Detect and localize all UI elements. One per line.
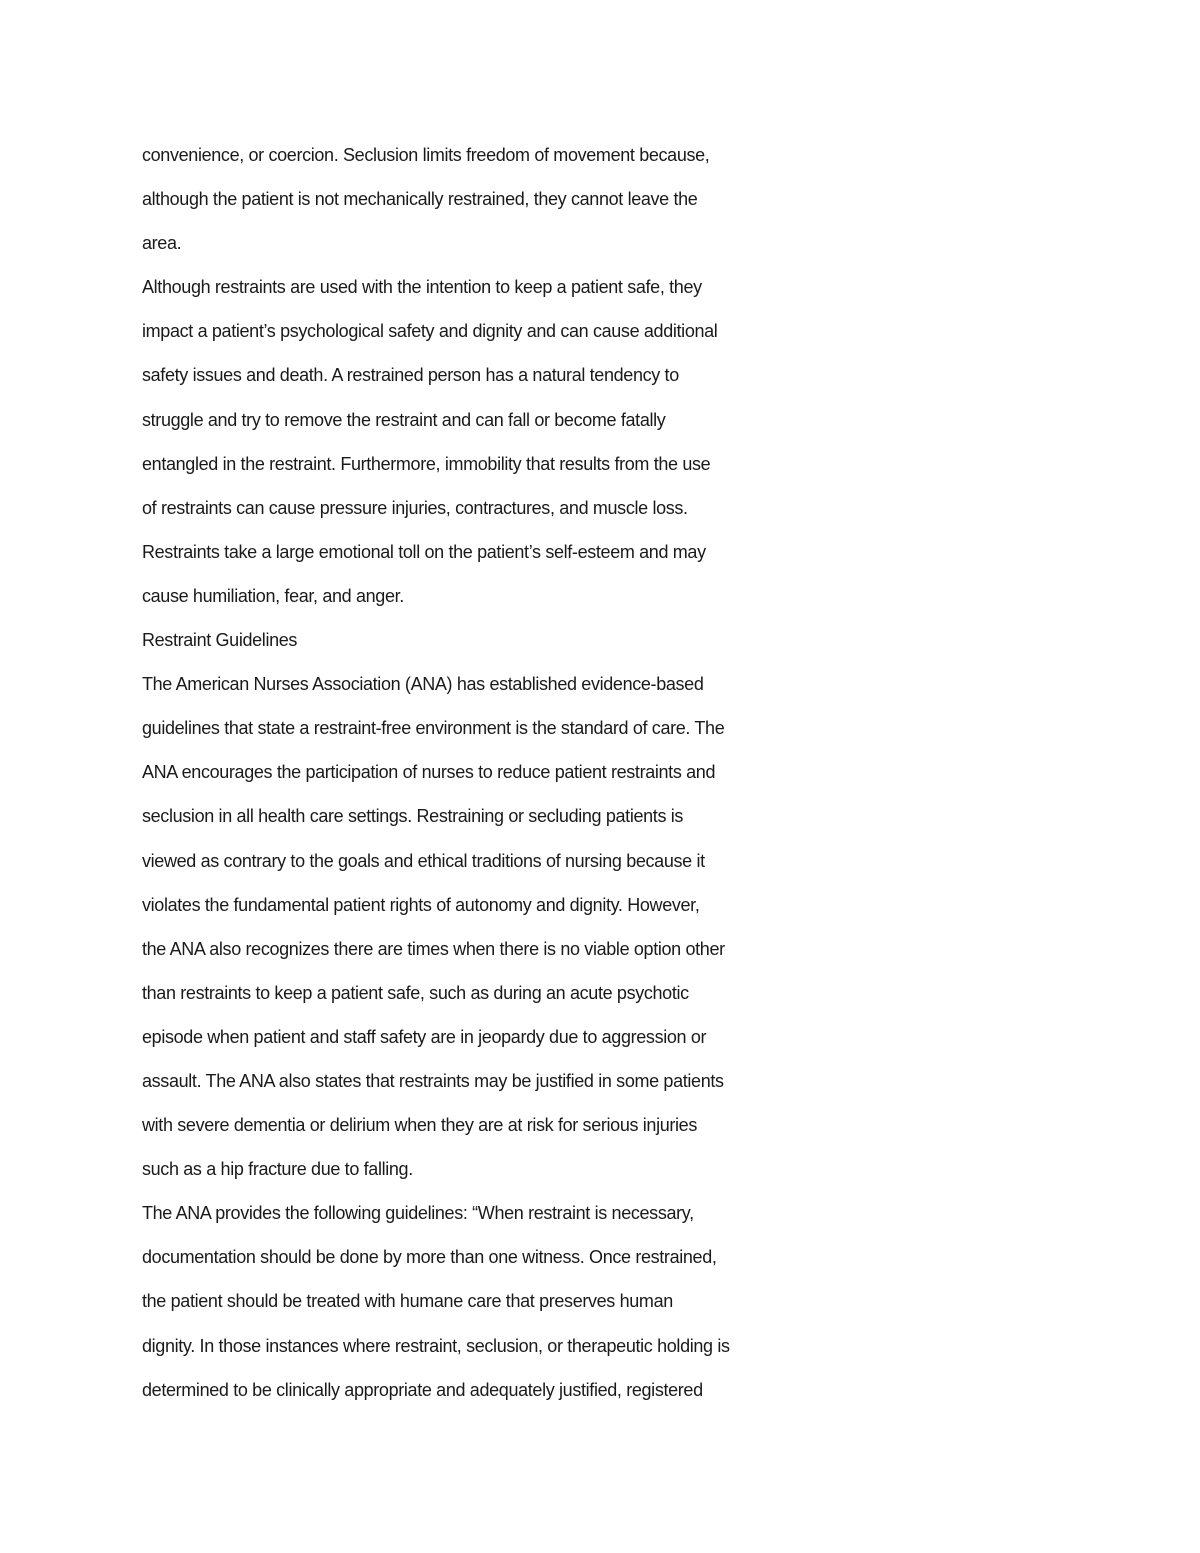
text-line: violates the fundamental patient rights of autonomy and dignity. However, — [142, 894, 700, 915]
section-heading: Restraint Guidelines — [142, 630, 298, 651]
document-body — [142, 133, 842, 1412]
text-line: the ANA also recognizes there are times when there is no viable option other — [142, 938, 725, 959]
text-line: such as a hip fracture due to falling. — [142, 1159, 413, 1180]
text-line: although the patient is not mechanically restrained, they cannot leave the — [142, 189, 698, 210]
text-line: assault. The ANA also states that restraints may be justified in some patients — [142, 1070, 724, 1091]
text-line: the patient should be treated with humane care that preserves human — [142, 1291, 673, 1312]
text-line: documentation should be done by more than one witness. Once restrained, — [142, 1247, 717, 1268]
text-line: determined to be clinically appropriate and adequately justified, registered — [142, 1379, 703, 1400]
text-line: cause humiliation, fear, and anger. — [142, 585, 404, 606]
text-line: guidelines that state a restraint-free environment is the standard of care. The — [142, 718, 725, 739]
text-line: than restraints to keep a patient safe, such as during an acute psychotic — [142, 982, 689, 1003]
text-line: Although restraints are used with the intention to keep a patient safe, they — [142, 277, 702, 298]
text-line: safety issues and death. A restrained person has a natural tendency to — [142, 365, 679, 386]
text-line: convenience, or coercion. Seclusion limits freedom of movement because, — [142, 145, 710, 165]
text-line: entangled in the restraint. Furthermore, immobility that results from the use — [142, 453, 711, 474]
text-line: viewed as contrary to the goals and ethical traditions of nursing because it — [142, 850, 705, 871]
text-line: Restraints take a large emotional toll on the patient’s self-esteem and may — [142, 541, 706, 562]
text-line: struggle and try to remove the restraint and can fall or become fatally — [142, 409, 666, 430]
text-line: The ANA provides the following guidelines: “When restraint is necessary, — [142, 1203, 694, 1224]
text-line: of restraints can cause pressure injuries, contractures, and muscle loss. — [142, 497, 688, 518]
text-line: seclusion in all health care settings. Restraining or secluding patients is — [142, 806, 684, 827]
text-line: episode when patient and staff safety are in jeopardy due to aggression or — [142, 1026, 707, 1047]
text-line: The American Nurses Association (ANA) has established evidence-based — [142, 674, 704, 695]
text-line: ANA encourages the participation of nurses to reduce patient restraints and — [142, 762, 716, 783]
text-line: dignity. In those instances where restraint, seclusion, or therapeutic holding is — [142, 1335, 730, 1356]
text-line: with severe dementia or delirium when they are at risk for serious injuries — [142, 1115, 697, 1136]
text-line: area. — [142, 233, 182, 254]
text-line: impact a patient’s psychological safety and dignity and can cause additional — [142, 321, 718, 342]
